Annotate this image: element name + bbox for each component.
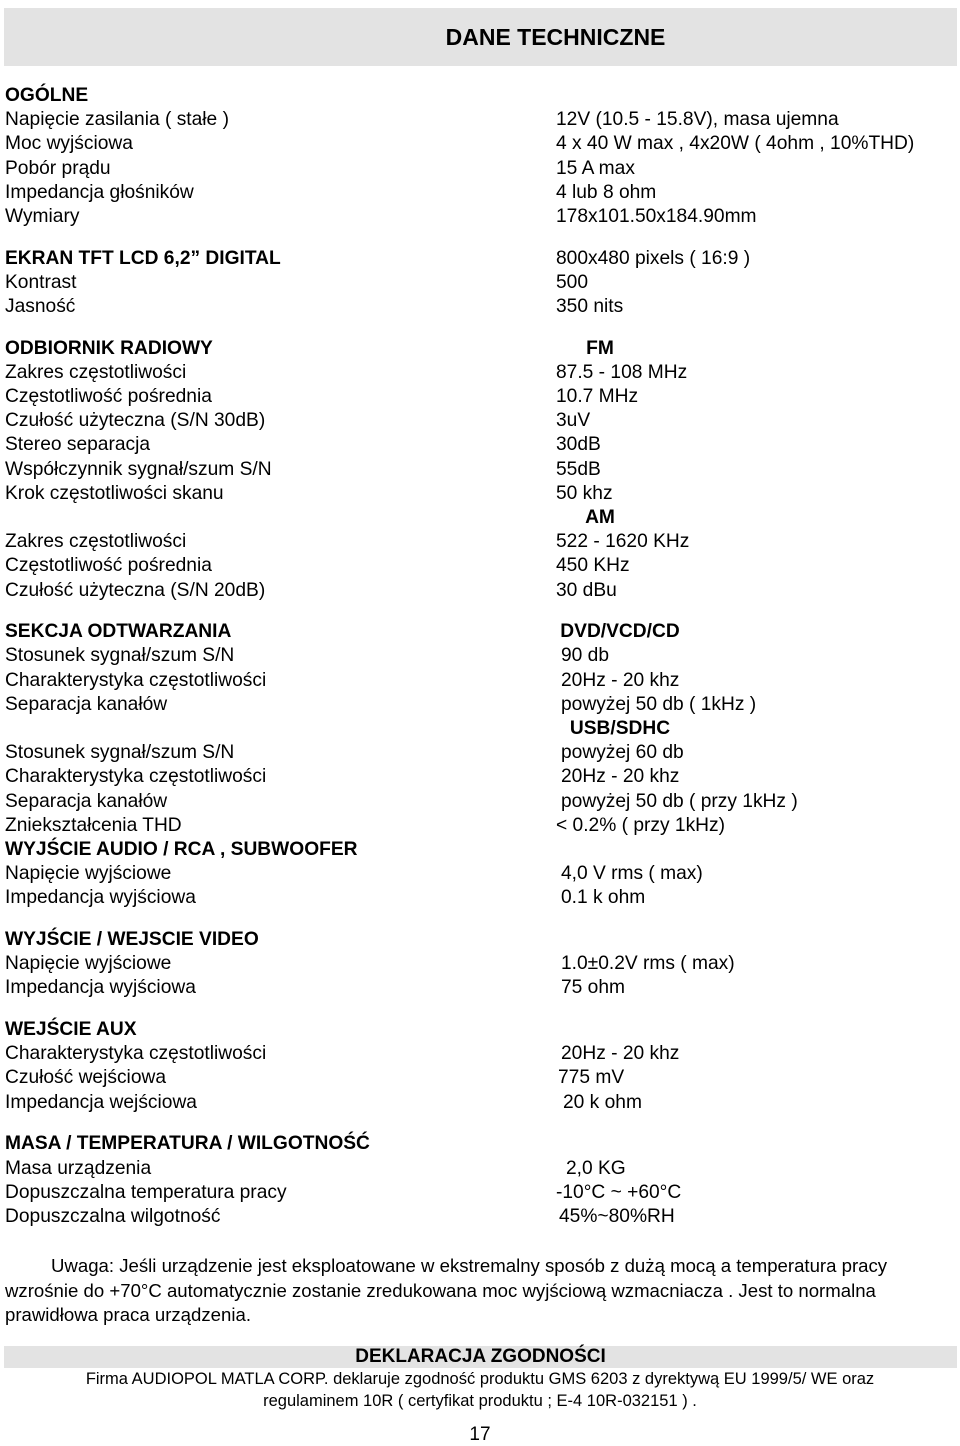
spec-label: Separacja kanałów — [5, 790, 168, 812]
spec-row — [0, 976, 960, 1000]
spec-value: 15 A max — [556, 157, 635, 179]
spec-row — [0, 765, 960, 789]
spec-row — [0, 644, 960, 668]
section-heading — [0, 620, 960, 644]
spec-row — [0, 790, 960, 814]
section-heading — [0, 1018, 960, 1042]
spec-value: 10.7 MHz — [556, 386, 639, 408]
spec-value: 0.1 k ohm — [561, 887, 646, 909]
section-title: WEJŚCIE AUX — [5, 1019, 137, 1041]
spec-row — [0, 482, 960, 506]
spec-label: Napięcie zasilania ( stałe ) — [5, 109, 229, 131]
spec-row — [0, 741, 960, 765]
declaration-line: Firma AUDIOPOL MATLA CORP. deklaruje zgodność produktu GMS 6203 z dyrektywą EU 1999/5/ WE oraz — [85, 1370, 875, 1388]
spec-value: powyżej 60 db — [561, 742, 684, 764]
subheading-dvd: DVD/VCD/CD — [560, 621, 680, 643]
spec-value: 450 KHz — [556, 555, 630, 577]
spec-row — [0, 271, 960, 295]
spec-row — [0, 295, 960, 319]
spec-row — [0, 181, 960, 205]
spec-row — [0, 952, 960, 976]
spec-value: 12V (10.5 - 15.8V), masa ujemna — [556, 109, 839, 131]
spec-label: Współczynnik sygnał/szum S/N — [5, 458, 272, 480]
spec-row — [0, 530, 960, 554]
section-title: EKRAN TFT LCD 6,2” DIGITAL — [5, 247, 281, 269]
spec-row — [0, 886, 960, 910]
subheading-fm: FM — [586, 337, 614, 359]
spec-label: Stosunek sygnał/szum S/N — [5, 645, 235, 667]
spec-label: Kontrast — [5, 271, 77, 293]
spec-row — [0, 157, 960, 181]
spec-value: powyżej 50 db ( 1kHz ) — [561, 693, 757, 715]
spec-label: Impedancja wyjściowa — [5, 887, 196, 909]
spec-label: Wymiary — [5, 205, 80, 227]
section-heading — [0, 1132, 960, 1156]
spec-row — [0, 1157, 960, 1181]
spec-value: < 0.2% ( przy 1kHz) — [556, 814, 726, 836]
spec-value: 775 mV — [558, 1067, 625, 1089]
spec-row — [0, 458, 960, 482]
spec-label: Dopuszczalna wilgotność — [5, 1205, 221, 1227]
section-heading — [0, 247, 960, 271]
spec-row — [0, 1205, 960, 1229]
spec-value: 45%~80%RH — [559, 1205, 675, 1227]
spec-value: 178x101.50x184.90mm — [556, 205, 757, 227]
declaration-bar — [4, 1346, 957, 1368]
spec-value: 4 lub 8 ohm — [556, 181, 657, 203]
spec-label: Czułość użyteczna (S/N 30dB) — [5, 410, 266, 432]
declaration-text — [30, 1368, 930, 1412]
spec-value: 4 x 40 W max , 4x20W ( 4ohm , 10%THD) — [556, 133, 915, 155]
spec-label: Czułość użyteczna (S/N 20dB) — [5, 579, 266, 601]
spec-row — [0, 205, 960, 229]
spec-label: Zakres częstotliwości — [5, 531, 187, 553]
spec-value: 3uV — [556, 410, 591, 432]
declaration-title: DEKLARACJA ZGODNOŚCI — [355, 1346, 606, 1367]
spec-label: Separacja kanałów — [5, 693, 168, 715]
warning-note: Uwaga: Jeśli urządzenie jest eksploatowane w ekstremalny sposób z dużą mocą a temperatura pracy wzrośnie do +70°C automatycznie zostanie zredukowana moc wyjściową wzmacniacza . Jest to normalna prawidłowa praca urządzenia. — [5, 1255, 888, 1325]
spec-value: 4,0 V rms ( max) — [561, 863, 703, 885]
page-number: 17 — [469, 1424, 491, 1445]
section-title: WYJŚCIE / WEJSCIE VIDEO — [5, 929, 259, 950]
spec-label: Impedancja wyjściowa — [5, 977, 196, 999]
spec-value: 30 dBu — [556, 579, 617, 601]
spec-label: Masa urządzenia — [5, 1157, 152, 1179]
spec-label: Jasność — [5, 296, 76, 317]
spec-label: Napięcie wyjściowe — [5, 953, 172, 975]
spec-value: 2,0 KG — [566, 1157, 626, 1179]
spec-value: 20 k ohm — [563, 1091, 642, 1113]
spec-row — [0, 1091, 960, 1115]
spec-label: Charakterystyka częstotliwości — [5, 766, 267, 788]
spec-row — [0, 814, 960, 838]
spec-label: Charakterystyka częstotliwości — [5, 1043, 267, 1065]
spec-value: 30dB — [556, 434, 601, 456]
spec-label: Czułość wejściowa — [5, 1067, 167, 1089]
spec-row — [0, 1066, 960, 1090]
spec-label: Napięcie wyjściowe — [5, 863, 172, 885]
header-bar — [4, 8, 957, 66]
spec-label: Stosunek sygnał/szum S/N — [5, 742, 235, 764]
section-title: ODBIORNIK RADIOWY — [5, 337, 213, 359]
spec-row — [0, 433, 960, 457]
subheading-row — [0, 717, 960, 741]
spec-label: Częstotliwość pośrednia — [5, 555, 212, 577]
spec-row — [0, 579, 960, 603]
spec-label: Impedancja głośników — [5, 181, 194, 203]
subheading-usb: USB/SDHC — [569, 718, 671, 739]
spec-value: 20Hz - 20 khz — [561, 766, 680, 788]
spec-label: Częstotliwość pośrednia — [5, 386, 212, 408]
spec-row — [0, 409, 960, 433]
spec-label: Impedancja wejściowa — [5, 1091, 197, 1113]
spec-row — [0, 862, 960, 886]
spec-label: Moc wyjściowa — [5, 133, 133, 155]
spec-value: 522 - 1620 KHz — [556, 531, 690, 553]
spec-table — [0, 84, 960, 1229]
spec-label: Krok częstotliwości skanu — [5, 482, 224, 504]
spec-value: 1.0±0.2V rms ( max) — [561, 953, 735, 975]
spec-value: 55dB — [556, 458, 601, 480]
spec-label: Dopuszczalna temperatura pracy — [5, 1181, 287, 1203]
spec-row — [0, 132, 960, 156]
spec-value: 75 ohm — [561, 977, 625, 999]
spec-value: powyżej 50 db ( przy 1kHz ) — [561, 790, 798, 812]
spec-label: Charakterystyka częstotliwości — [5, 669, 267, 691]
spec-value: 50 khz — [556, 482, 613, 504]
section-title: OGÓLNE — [5, 85, 89, 106]
section-heading — [0, 928, 960, 952]
spec-value: 90 db — [561, 645, 610, 667]
section-heading — [0, 84, 960, 108]
spec-row — [0, 385, 960, 409]
section-heading — [0, 337, 960, 361]
spec-value: 20Hz - 20 khz — [561, 1043, 680, 1065]
section-title: SEKCJA ODTWARZANIA — [5, 621, 232, 643]
spec-label: Zniekształcenia THD — [5, 814, 182, 836]
spec-row — [0, 554, 960, 578]
spec-row — [0, 361, 960, 385]
page-title: DANE TECHNICZNE — [445, 24, 666, 50]
spec-value: -10°C ~ +60°C — [556, 1181, 682, 1203]
spec-value: 20Hz - 20 khz — [561, 669, 680, 691]
spec-row — [0, 1181, 960, 1205]
spec-row — [0, 108, 960, 132]
spec-row — [0, 669, 960, 693]
spec-value: 350 nits — [556, 296, 624, 317]
section-title: MASA / TEMPERATURA / WILGOTNOŚĆ — [5, 1133, 370, 1155]
spec-label: Pobór prądu — [5, 157, 111, 179]
subheading-row — [0, 506, 960, 530]
section-title: WYJŚCIE AUDIO / RCA , SUBWOOFER — [5, 838, 358, 860]
subheading-am: AM — [585, 507, 615, 528]
spec-value: 800x480 pixels ( 16:9 ) — [556, 247, 751, 269]
spec-row — [0, 693, 960, 717]
spec-value: 500 — [556, 271, 589, 293]
spec-value: 87.5 - 108 MHz — [556, 361, 688, 383]
declaration-line: regulaminem 10R ( certyfikat produktu ; E-4 10R-032151 ) . — [263, 1392, 697, 1410]
spec-label: Stereo separacja — [5, 434, 151, 456]
section-heading — [0, 838, 960, 862]
spec-row — [0, 1042, 960, 1066]
spec-label: Zakres częstotliwości — [5, 361, 187, 383]
